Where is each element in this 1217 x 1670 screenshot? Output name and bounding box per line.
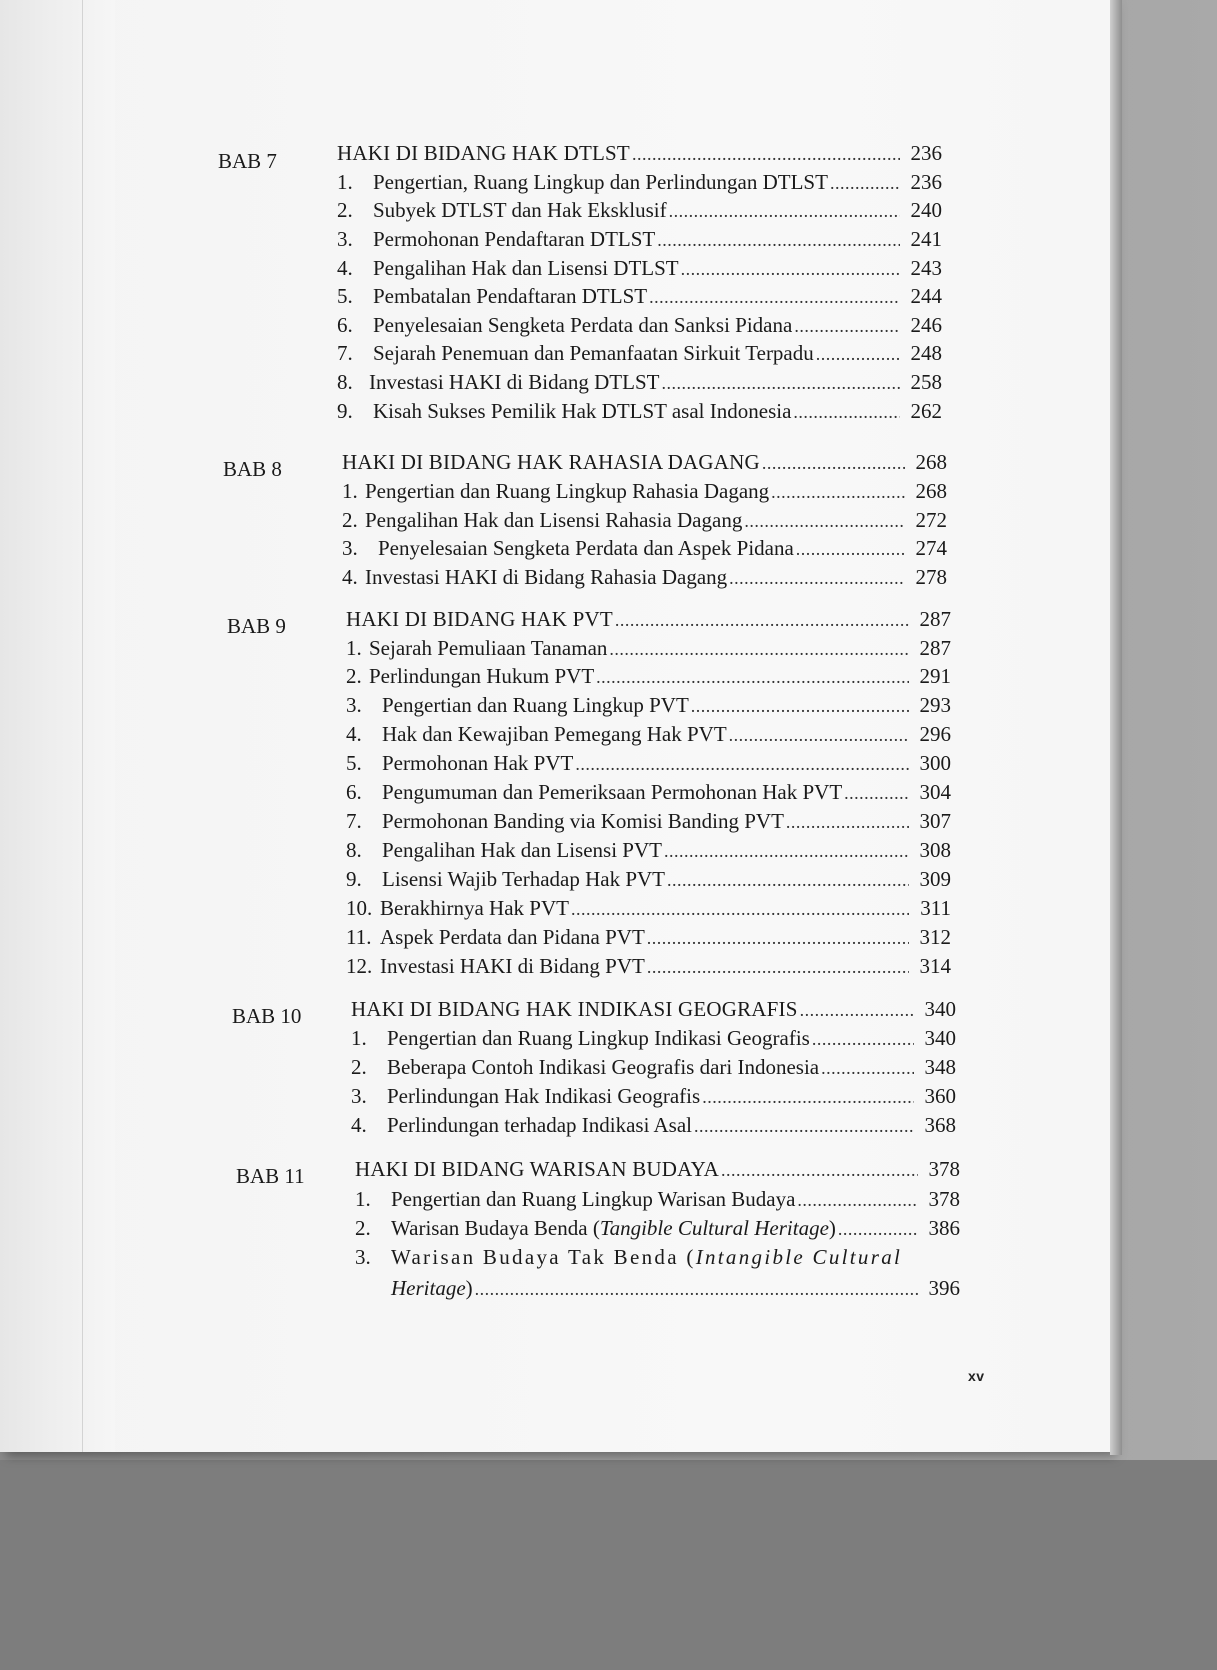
chapter-title: HAKI DI BIDANG HAK DTLST — [337, 141, 630, 165]
page-number: 246 — [910, 313, 942, 337]
entry-text: Pengertian dan Ruang Lingkup Warisan Budaya — [391, 1187, 796, 1211]
entry-number: 1. — [355, 1187, 371, 1211]
entry-number: 2. — [346, 664, 362, 688]
entry-number: 1. — [346, 636, 362, 660]
entry-text: Permohonan Pendaftaran DTLST — [373, 227, 656, 251]
toc-entry — [355, 1215, 960, 1243]
page-number: 340 — [924, 1026, 956, 1050]
page-number: 340 — [924, 997, 956, 1021]
page-number: 268 — [915, 450, 947, 474]
chapter-heading-row — [337, 140, 942, 168]
toc-entry — [342, 564, 947, 592]
entry-number: 6. — [337, 313, 353, 337]
page-number: 378 — [928, 1157, 960, 1181]
chapter-heading-row — [342, 449, 947, 477]
toc-entry — [337, 312, 942, 340]
page-number: 296 — [919, 722, 951, 746]
entry-text: Sejarah Penemuan dan Pemanfaatan Sirkuit Terpadu — [373, 341, 814, 365]
toc-entry — [355, 1186, 960, 1214]
leader-dots — [830, 170, 900, 197]
leader-dots — [797, 1187, 918, 1214]
leader-dots — [667, 867, 909, 894]
entry-text: Berakhirnya Hak PVT — [380, 896, 569, 920]
entry-number: 1. — [342, 479, 358, 503]
leader-dots — [744, 508, 905, 535]
leader-dots — [596, 664, 909, 691]
toc-entry — [346, 692, 951, 720]
leader-dots — [669, 198, 900, 225]
entry-number: 11. — [346, 925, 372, 949]
page-number: 309 — [919, 867, 951, 891]
page-number: 386 — [928, 1216, 960, 1240]
entry-text: Hak dan Kewajiban Pemegang Hak PVT — [382, 722, 727, 746]
entry-text-italic: Tangible Cultural Heritage — [599, 1216, 829, 1240]
toc-entry — [337, 398, 942, 426]
page-number: 236 — [910, 141, 942, 165]
entry-number: 3. — [337, 227, 353, 251]
toc-entry — [346, 895, 951, 923]
page-number: 312 — [919, 925, 951, 949]
page-number: 240 — [910, 198, 942, 222]
chapter-label: BAB 11 — [236, 1164, 305, 1188]
page-number: 300 — [919, 751, 951, 775]
toc-entry — [346, 635, 951, 663]
entry-number: 4. — [346, 722, 362, 746]
entry-text: Pengalihan Hak dan Lisensi Rahasia Dagang — [365, 508, 743, 532]
entry-text: Beberapa Contoh Indikasi Geografis dari Indonesia — [387, 1055, 820, 1079]
page-number: 274 — [915, 536, 947, 560]
entry-text-plain: Warisan Budaya Benda ( — [391, 1216, 600, 1240]
entry-text: Permohonan Banding via Komisi Banding PVT — [382, 809, 784, 833]
leader-dots — [661, 370, 900, 397]
leader-dots — [729, 565, 905, 592]
entry-number: 2. — [355, 1216, 371, 1240]
entry-number: 7. — [346, 809, 362, 833]
entry-number: 3. — [342, 536, 358, 560]
page-number: 258 — [910, 370, 942, 394]
page-number: 287 — [919, 607, 951, 631]
page-number: 293 — [919, 693, 951, 717]
page-number: 360 — [924, 1084, 956, 1108]
entry-text: Pembatalan Pendaftaran DTLST — [373, 284, 648, 308]
page-number: 262 — [910, 399, 942, 423]
leader-dots — [762, 450, 905, 477]
entry-text: Subyek DTLST dan Hak Eksklusif — [373, 198, 667, 222]
leader-dots — [816, 341, 900, 368]
toc-entry — [342, 535, 947, 563]
page-number: 244 — [910, 284, 942, 308]
leader-dots — [702, 1084, 914, 1111]
entry-text: Pengumuman dan Pemeriksaan Permohonan Hak PVT — [382, 780, 843, 804]
page-number: 278 — [915, 565, 947, 589]
toc-entry — [337, 169, 942, 197]
page-number: 308 — [919, 838, 951, 862]
chapter-label: BAB 10 — [232, 1004, 302, 1028]
entry-text: Penyelesaian Sengketa Perdata dan Aspek Pidana — [378, 536, 794, 560]
entry-text — [391, 1216, 836, 1240]
leader-dots — [615, 607, 909, 634]
leader-dots — [844, 780, 909, 807]
entry-text: Sejarah Pemuliaan Tanaman — [369, 636, 608, 660]
entry-text: Kisah Sukses Pemilik Hak DTLST asal Indonesia — [373, 399, 792, 423]
entry-text: Perlindungan Hukum PVT — [369, 664, 595, 688]
page-number: 272 — [915, 508, 947, 532]
toc-entry — [337, 369, 942, 397]
leader-dots — [771, 479, 905, 506]
page-number: 287 — [919, 636, 951, 660]
entry-number: 2. — [351, 1055, 367, 1079]
toc-entry — [337, 226, 942, 254]
leader-dots — [838, 1216, 918, 1243]
chapter-title: HAKI DI BIDANG HAK PVT — [346, 607, 613, 631]
leader-dots — [647, 925, 909, 952]
toc-entry — [342, 507, 947, 535]
chapter-title: HAKI DI BIDANG HAK INDIKASI GEOGRAFIS — [351, 997, 798, 1021]
entry-text: Investasi HAKI di Bidang DTLST — [369, 370, 660, 394]
entry-number: 1. — [337, 170, 353, 194]
entry-text: Pengalihan Hak dan Lisensi PVT — [382, 838, 662, 862]
toc-entry — [351, 1054, 956, 1082]
page-number: 291 — [919, 664, 951, 688]
toc-entry — [337, 283, 942, 311]
page-number: 241 — [910, 227, 942, 251]
toc-entry — [337, 197, 942, 225]
entry-number: 8. — [337, 370, 353, 394]
entry-text: Pengertian dan Ruang Lingkup Indikasi Geografis — [387, 1026, 810, 1050]
leader-dots — [694, 1113, 914, 1140]
leader-dots — [721, 1157, 918, 1184]
entry-number: 4. — [337, 256, 353, 280]
entry-text: Pengertian dan Ruang Lingkup PVT — [382, 693, 689, 717]
page-number: 248 — [910, 341, 942, 365]
entry-number: 7. — [337, 341, 353, 365]
leader-dots — [664, 838, 909, 865]
entry-number: 1. — [351, 1026, 367, 1050]
page-number: 368 — [924, 1113, 956, 1137]
leader-dots — [632, 141, 900, 168]
leader-dots — [649, 284, 900, 311]
entry-text: Investasi HAKI di Bidang Rahasia Dagang — [365, 565, 728, 589]
toc-entry — [337, 340, 942, 368]
entry-number: 4. — [342, 565, 358, 589]
entry-text: Lisensi Wajib Terhadap Hak PVT — [382, 867, 666, 891]
entry-number: 9. — [346, 867, 362, 891]
entry-text: Investasi HAKI di Bidang PVT — [380, 954, 645, 978]
leader-dots — [647, 954, 909, 981]
chapter-label: BAB 9 — [227, 614, 286, 638]
entry-number: 9. — [337, 399, 353, 423]
page-folio: xv — [968, 1368, 985, 1384]
entry-text: Permohonan Hak PVT — [382, 751, 574, 775]
toc-entry-line2 — [391, 1275, 960, 1303]
leader-dots — [657, 227, 900, 254]
toc-entry — [346, 721, 951, 749]
leader-dots — [571, 896, 909, 923]
toc-entry — [346, 808, 951, 836]
leader-dots — [796, 536, 905, 563]
entry-text-end: ) — [465, 1276, 473, 1300]
toc-entry-line1 — [355, 1244, 960, 1271]
entry-text: Perlindungan terhadap Indikasi Asal — [387, 1113, 693, 1137]
entry-number: 2. — [337, 198, 353, 222]
page-number: 314 — [919, 954, 951, 978]
entry-text: Pengertian dan Ruang Lingkup Rahasia Dagang — [365, 479, 770, 503]
toc-entry — [346, 663, 951, 691]
page-number: 311 — [920, 896, 951, 920]
entry-number: 12. — [346, 954, 373, 978]
entry-number: 2. — [342, 508, 358, 532]
entry-text: Aspek Perdata dan Pidana PVT — [380, 925, 645, 949]
page-number: 236 — [910, 170, 942, 194]
entry-text-italic: Heritage — [391, 1276, 466, 1300]
entry-text-end: ) — [828, 1216, 836, 1240]
toc-entry — [351, 1025, 956, 1053]
page-number: 307 — [919, 809, 951, 833]
page-number: 268 — [915, 479, 947, 503]
chapter-heading-row — [355, 1156, 960, 1184]
page-number: 348 — [924, 1055, 956, 1079]
toc-entry — [346, 953, 951, 981]
entry-number: 8. — [346, 838, 362, 862]
toc-entry — [351, 1112, 956, 1140]
entry-number: 5. — [337, 284, 353, 308]
leader-dots — [681, 256, 900, 283]
entry-number: 10. — [346, 896, 373, 920]
toc-entry — [337, 255, 942, 283]
chapter-title: HAKI DI BIDANG HAK RAHASIA DAGANG — [342, 450, 760, 474]
entry-number: 3. — [351, 1084, 367, 1108]
toc-entry — [346, 837, 951, 865]
entry-text-italic: Intangible Cultural — [695, 1245, 903, 1269]
toc-entry — [346, 866, 951, 894]
page-edge-shadow — [1110, 0, 1122, 1455]
chapter-title: HAKI DI BIDANG WARISAN BUDAYA — [355, 1157, 719, 1181]
entry-text: Penyelesaian Sengketa Perdata dan Sanksi Pidana — [373, 313, 793, 337]
entry-number: 5. — [346, 751, 362, 775]
entry-text-plain: Warisan Budaya Tak Benda ( — [391, 1245, 696, 1269]
toc-entry — [346, 779, 951, 807]
leader-dots — [575, 751, 909, 778]
page-number: 396 — [928, 1276, 960, 1300]
leader-dots — [691, 693, 909, 720]
entry-number: 3. — [346, 693, 362, 717]
leader-dots — [729, 722, 909, 749]
toc-entry — [346, 750, 951, 778]
chapter-heading-row — [351, 996, 956, 1024]
leader-dots — [794, 313, 900, 340]
leader-dots — [475, 1276, 918, 1303]
leader-dots — [793, 399, 900, 426]
leader-dots — [821, 1055, 914, 1082]
entry-number: 6. — [346, 780, 362, 804]
toc-entry — [346, 924, 951, 952]
chapter-label: BAB 7 — [218, 149, 277, 173]
page-number: 243 — [910, 256, 942, 280]
chapter-heading-row — [346, 606, 951, 634]
leader-dots — [800, 997, 914, 1024]
entry-text: Pengertian, Ruang Lingkup dan Perlindungan DTLST — [373, 170, 828, 194]
entry-text: Pengalihan Hak dan Lisensi DTLST — [373, 256, 679, 280]
entry-number: 3. — [355, 1245, 371, 1269]
page-number: 304 — [919, 780, 951, 804]
leader-dots — [786, 809, 909, 836]
leader-dots — [609, 636, 909, 663]
toc-entry — [342, 478, 947, 506]
page-number: 378 — [928, 1187, 960, 1211]
leader-dots — [812, 1026, 914, 1053]
entry-text: Perlindungan Hak Indikasi Geografis — [387, 1084, 701, 1108]
entry-number: 4. — [351, 1113, 367, 1137]
toc-entry — [351, 1083, 956, 1111]
chapter-label: BAB 8 — [223, 457, 282, 481]
